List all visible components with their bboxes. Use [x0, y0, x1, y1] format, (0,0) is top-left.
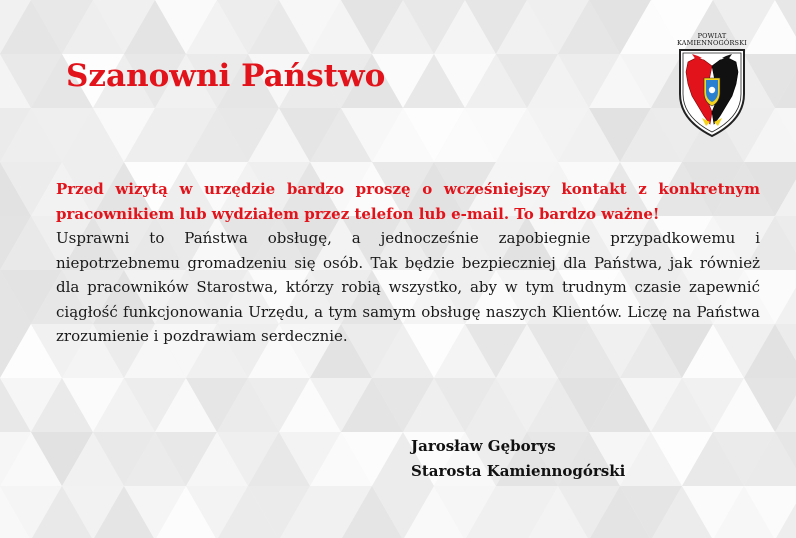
signature-block [411, 434, 625, 484]
emblem-label-bottom: KAMIENNOGÓRSKI [676, 39, 748, 47]
emblem-label-top: POWIAT [697, 32, 727, 40]
important-notice: Przed wizytą w urzędzie bardzo proszę o wcześniejszy kontakt z konkretnym pracownikiem lub wydziałem przez telefon lub e-mail. To bardzo ważne! [56, 180, 760, 223]
page-title: Szanowni Państwo [66, 58, 386, 94]
signature-role: Starosta Kamiennogórski [411, 462, 626, 480]
eagle-coat-of-arms-icon [672, 32, 752, 142]
letter-body [56, 177, 760, 349]
letter-paragraph: Usprawni to Państwa obsługę, a jednocześnie zapobiegnie przypadkowemu i niepotrzebnemu gromadzeniu się osób. Tak będzie bezpieczniej dla Państwa, jak również dla pracowników Starostwa, którzy robią wszystko, aby w tym trudnym czasie zapewnić ciągłość funkcjonowania Urzędu, a tym samym obsługę naszych Klientów. Liczę na Państwa zrozumienie i pozdrawiam serdecznie. [56, 229, 760, 345]
signature-name: Jarosław Gęborys [411, 437, 556, 455]
